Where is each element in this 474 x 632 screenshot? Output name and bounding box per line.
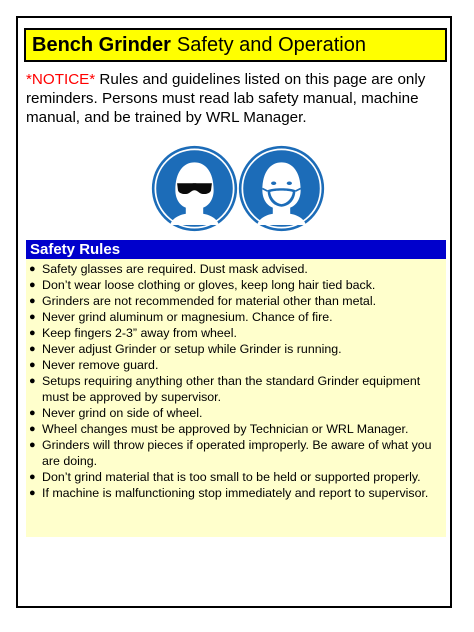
rule-item: ● Don’t wear loose clothing or gloves, keep long hair tied back. bbox=[29, 278, 376, 292]
rule-item: ● Don’t grind material that is too small to be held or supported properly. bbox=[29, 470, 421, 484]
bullet-icon: ● bbox=[29, 295, 36, 307]
rule-item: ● Never grind aluminum or magnesium. Chance of fire. bbox=[29, 310, 333, 324]
bullet-icon: ● bbox=[29, 375, 36, 387]
safety-rules-list bbox=[26, 261, 442, 501]
rule-item: ● Keep fingers 2-3” away from wheel. bbox=[29, 326, 237, 340]
notice-tag: *NOTICE* bbox=[26, 71, 96, 88]
safety-rules-box bbox=[26, 259, 446, 537]
bullet-icon: ● bbox=[29, 423, 36, 435]
rule-item: ● Never grind on side of wheel. bbox=[29, 406, 203, 420]
rule-item: ● Setups requiring anything other than the standard Grinder equipment must be approved by supervisor. bbox=[29, 374, 421, 404]
bullet-icon: ● bbox=[29, 311, 36, 323]
title-subject: Safety and Operation bbox=[176, 33, 366, 56]
bullet-icon: ● bbox=[29, 439, 36, 451]
rule-item: ● Never adjust Grinder or setup while Grinder is running. bbox=[29, 342, 342, 356]
bullet-icon: ● bbox=[29, 359, 36, 371]
bullet-icon: ● bbox=[29, 343, 36, 355]
safety-glasses-icon bbox=[151, 145, 238, 232]
safety-rules-header: Safety Rules bbox=[26, 240, 446, 259]
rule-item: ● Wheel changes must be approved by Technician or WRL Manager. bbox=[29, 422, 409, 436]
notice-paragraph bbox=[26, 70, 451, 127]
bullet-icon: ● bbox=[29, 487, 36, 499]
title-bar bbox=[24, 28, 447, 62]
dust-mask-icon bbox=[238, 145, 325, 232]
bullet-icon: ● bbox=[29, 407, 36, 419]
ppe-icons bbox=[0, 145, 474, 235]
bullet-icon: ● bbox=[29, 279, 36, 291]
rule-item: ● Safety glasses are required. Dust mask advised. bbox=[29, 262, 308, 276]
bullet-icon: ● bbox=[29, 327, 36, 339]
rule-item: ● Grinders are not recommended for material other than metal. bbox=[29, 294, 377, 308]
bullet-icon: ● bbox=[29, 263, 36, 275]
rule-item: ● If machine is malfunctioning stop immediately and report to supervisor. bbox=[29, 486, 429, 500]
rule-item: ● Never remove guard. bbox=[29, 358, 159, 372]
bullet-icon: ● bbox=[29, 471, 36, 483]
notice-text: Rules and guidelines listed on this page are only reminders. Persons must read lab safety manual, machine manual, and be trained by WRL Manager. bbox=[26, 71, 426, 126]
title-machine: Bench Grinder bbox=[32, 33, 171, 56]
rule-item: ● Grinders will throw pieces if operated improperly. Be aware of what you are doing. bbox=[29, 438, 432, 468]
